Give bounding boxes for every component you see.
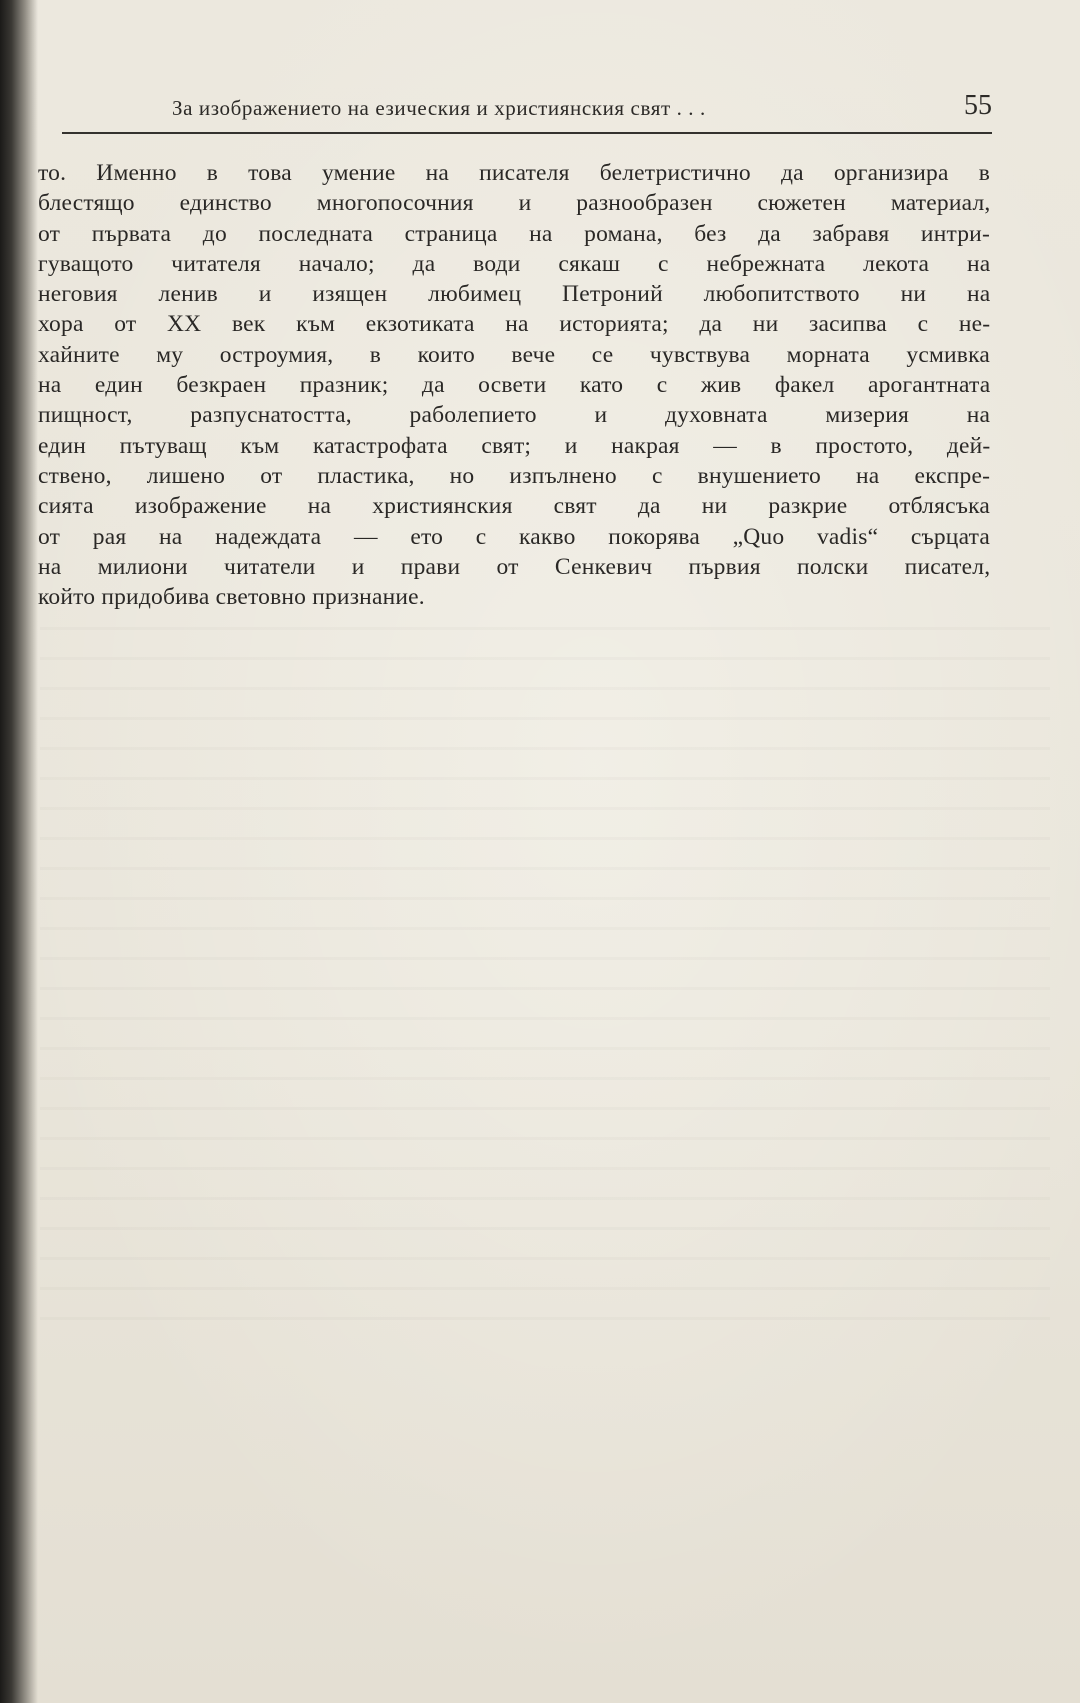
text-line: пищност, разпуснатостта, раболепието и духовната мизерия на xyxy=(38,402,991,429)
page-header xyxy=(62,90,992,140)
paper-show-through xyxy=(40,620,1050,1320)
text-line: който придобива световно признание. xyxy=(38,584,425,611)
text-line: ствено, лишено от пластика, но изпълнено с внушението на експре- xyxy=(38,462,991,489)
text-line: гуващото читателя начало; да води сякаш с небрежната лекота на xyxy=(38,250,991,277)
text-line: на един безкраен празник; да освети като с жив факел арогантната xyxy=(38,372,991,399)
text-line: блестящо единство многопосочния и разнообразен сюжетен материал, xyxy=(38,190,991,217)
text-line: един пътуващ към катастрофата свят; и накрая — в простото, дей- xyxy=(38,432,991,459)
book-spine-shadow xyxy=(0,0,38,1703)
text-line: на милиони читатели и прави от Сенкевич първия полски писател, xyxy=(38,553,991,580)
body-paragraph xyxy=(38,158,990,612)
page-number: 55 xyxy=(964,90,992,121)
text-line: неговия ленив и изящен любимец Петроний любопитството ни на xyxy=(38,281,991,308)
text-line: хайните му остроумия, в които вече се чувствува морната усмивка xyxy=(38,341,990,368)
text-line: от първата до последната страница на романа, без да забравя интри- xyxy=(38,220,990,247)
text-line: хора от XX век към екзотиката на историята; да ни засипва с не- xyxy=(38,311,991,338)
running-head: За изображението на езическия и християнския свят . . . xyxy=(172,96,706,120)
text-line: сията изображение на християнския свят да ни разкрие отблясъка xyxy=(38,493,990,520)
header-rule xyxy=(62,132,992,134)
text-line: то. Именно в това умение на писателя белетристично да организира в xyxy=(38,160,990,186)
text-line: от рая на надеждата — ето с какво покорява „Quo vadis“ сърцата xyxy=(38,523,990,550)
